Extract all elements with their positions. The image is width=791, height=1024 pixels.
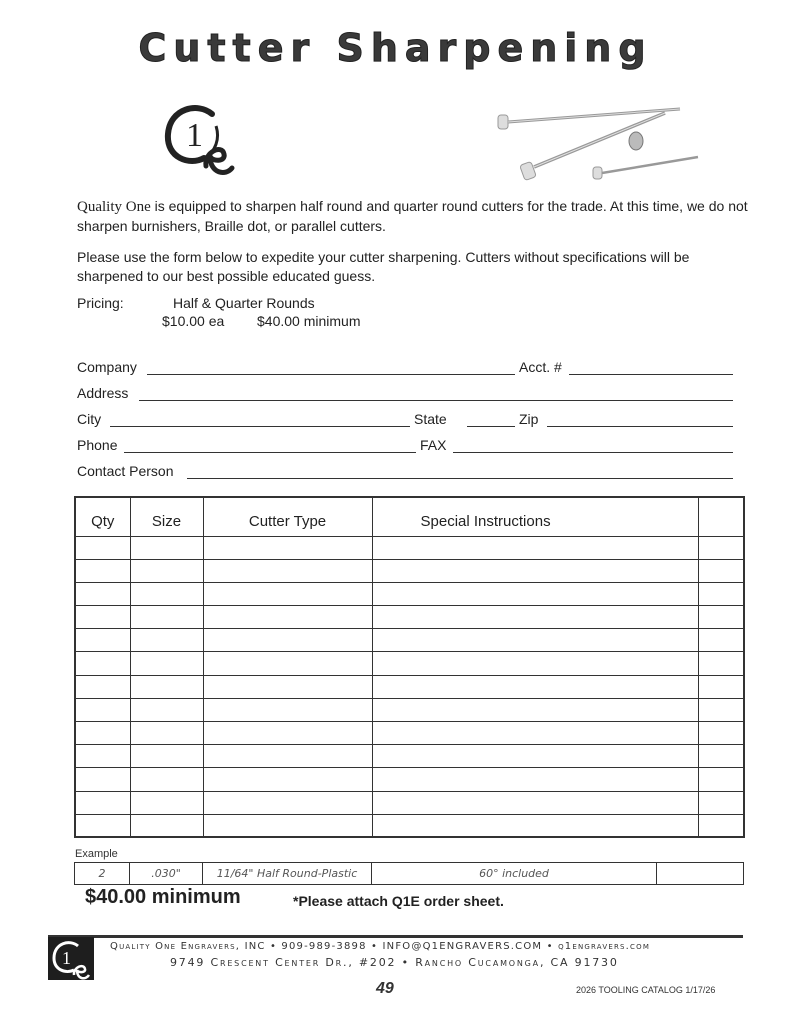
cell-cutter-type[interactable]	[203, 536, 372, 559]
cell-qty[interactable]	[75, 698, 130, 721]
cell-size[interactable]	[130, 629, 203, 652]
footer-q1e-logo-icon	[48, 937, 94, 980]
col-size: Size	[130, 497, 203, 536]
brand-name: Quality One	[77, 199, 151, 215]
contact-label: Contact Person	[77, 463, 174, 479]
page-title: Cutter Sharpening	[138, 26, 653, 70]
table-header-row	[75, 497, 744, 536]
svg-text:1: 1	[62, 948, 71, 968]
table-row	[75, 791, 744, 814]
cell-extra[interactable]	[698, 698, 744, 721]
cell-extra[interactable]	[698, 768, 744, 791]
cell-cutter-type[interactable]	[203, 675, 372, 698]
cell-extra[interactable]	[698, 722, 744, 745]
zip-label: Zip	[519, 411, 539, 427]
phone-row	[77, 437, 737, 457]
address-field[interactable]	[139, 400, 733, 401]
cell-qty[interactable]	[75, 722, 130, 745]
cell-cutter-type[interactable]	[203, 768, 372, 791]
cell-qty[interactable]	[75, 791, 130, 814]
col-extra	[698, 497, 744, 536]
cell-cutter-type[interactable]	[203, 814, 372, 837]
table-row	[75, 745, 744, 768]
cell-special-instructions[interactable]	[372, 745, 698, 768]
cell-qty[interactable]	[75, 675, 130, 698]
company-row	[77, 359, 737, 379]
attach-note: *Please attach Q1E order sheet.	[293, 893, 504, 909]
cell-special-instructions[interactable]	[372, 652, 698, 675]
zip-field[interactable]	[547, 426, 733, 427]
cell-extra[interactable]	[698, 675, 744, 698]
cell-special-instructions[interactable]	[372, 814, 698, 837]
cell-special-instructions[interactable]	[372, 536, 698, 559]
phone-label: Phone	[77, 437, 118, 453]
cell-cutter-type[interactable]	[203, 559, 372, 582]
cell-special-instructions[interactable]	[372, 768, 698, 791]
phone-field[interactable]	[124, 452, 416, 453]
cell-special-instructions[interactable]	[372, 559, 698, 582]
cell-special-instructions[interactable]	[372, 722, 698, 745]
cell-size[interactable]	[130, 675, 203, 698]
q1e-logo-icon	[160, 100, 240, 180]
table-row	[75, 675, 744, 698]
table-row	[75, 814, 744, 837]
intro-paragraph	[77, 197, 749, 236]
fax-field[interactable]	[453, 452, 733, 453]
cutters-photo	[490, 95, 700, 185]
contact-field[interactable]	[187, 478, 733, 479]
cell-special-instructions[interactable]	[372, 629, 698, 652]
cell-qty[interactable]	[75, 536, 130, 559]
cell-cutter-type[interactable]	[203, 745, 372, 768]
cell-qty[interactable]	[75, 745, 130, 768]
example-size: .030"	[130, 863, 203, 885]
cell-size[interactable]	[130, 768, 203, 791]
address-row	[77, 385, 737, 405]
address-label: Address	[77, 385, 129, 401]
cell-special-instructions[interactable]	[372, 675, 698, 698]
cell-extra[interactable]	[698, 606, 744, 629]
cell-cutter-type[interactable]	[203, 652, 372, 675]
example-extra	[657, 863, 744, 885]
cell-extra[interactable]	[698, 652, 744, 675]
cell-qty[interactable]	[75, 559, 130, 582]
example-instructions: 60° included	[372, 863, 657, 885]
pricing-minimum: $40.00 minimum	[257, 313, 361, 329]
contact-row	[77, 463, 737, 483]
pricing-each: $10.00 ea	[162, 313, 225, 329]
acct-field[interactable]	[569, 374, 733, 375]
col-qty: Qty	[75, 497, 130, 536]
cell-size[interactable]	[130, 606, 203, 629]
footer-contact: Quality One Engravers, INC • 909-989-3898 • INFO@Q1ENGRAVERS.COM • q1engravers.com	[110, 941, 651, 952]
minimum-note: $40.00 minimum	[85, 886, 241, 908]
col-cutter-type: Cutter Type	[203, 497, 372, 536]
cell-cutter-type[interactable]	[203, 582, 372, 605]
state-label: State	[414, 411, 447, 427]
cell-qty[interactable]	[75, 582, 130, 605]
cell-extra[interactable]	[698, 745, 744, 768]
example-label: Example	[75, 848, 118, 860]
pricing-item: Half & Quarter Rounds	[173, 295, 315, 311]
cell-cutter-type[interactable]	[203, 629, 372, 652]
cell-size[interactable]	[130, 536, 203, 559]
city-row	[77, 411, 737, 431]
example-cutter-type: 11/64" Half Round-Plastic	[203, 863, 372, 885]
cell-size[interactable]	[130, 814, 203, 837]
cell-extra[interactable]	[698, 629, 744, 652]
cell-qty[interactable]	[75, 629, 130, 652]
table-row	[75, 768, 744, 791]
table-row	[75, 606, 744, 629]
cell-special-instructions[interactable]	[372, 698, 698, 721]
cell-special-instructions[interactable]	[372, 582, 698, 605]
footer-divider	[48, 935, 743, 938]
cell-qty[interactable]	[75, 768, 130, 791]
cell-extra[interactable]	[698, 536, 744, 559]
example-qty: 2	[75, 863, 130, 885]
city-label: City	[77, 411, 102, 427]
intro-text: is equipped to sharpen half round and quarter round cutters for the trade. At this time, we do not sharpen burnishers, Braille dot, or parallel cutters.	[77, 198, 748, 234]
page-number: 49	[376, 980, 394, 997]
cell-cutter-type[interactable]	[203, 722, 372, 745]
table-row	[75, 652, 744, 675]
example-table	[74, 862, 744, 885]
cell-extra[interactable]	[698, 559, 744, 582]
city-field[interactable]	[110, 426, 410, 427]
cell-qty[interactable]	[75, 652, 130, 675]
cell-size[interactable]	[130, 559, 203, 582]
svg-text:1: 1	[186, 117, 203, 154]
cell-size[interactable]	[130, 791, 203, 814]
cell-special-instructions[interactable]	[372, 791, 698, 814]
company-field[interactable]	[147, 374, 515, 375]
table-row	[75, 629, 744, 652]
cell-extra[interactable]	[698, 791, 744, 814]
instructions-paragraph: Please use the form below to expedite your cutter sharpening. Cutters without specifications will be sharpened to our best possible educated guess.	[77, 249, 690, 284]
cell-size[interactable]	[130, 652, 203, 675]
cell-cutter-type[interactable]	[203, 606, 372, 629]
cell-extra[interactable]	[698, 814, 744, 837]
cell-cutter-type[interactable]	[203, 698, 372, 721]
table-row	[75, 582, 744, 605]
table-row	[75, 722, 744, 745]
state-field[interactable]	[467, 426, 515, 427]
col-special-instructions: Special Instructions	[372, 497, 698, 536]
order-table	[74, 496, 745, 838]
cell-size[interactable]	[130, 698, 203, 721]
table-row	[75, 698, 744, 721]
catalog-label: 2026 TOOLING CATALOG 1/17/26	[576, 985, 716, 995]
footer-address: 9749 Crescent Center Dr., #202 • Rancho Cucamonga, CA 91730	[170, 956, 619, 969]
fax-label: FAX	[420, 437, 447, 453]
table-row	[75, 559, 744, 582]
cell-qty[interactable]	[75, 814, 130, 837]
table-row	[75, 536, 744, 559]
cell-size[interactable]	[130, 745, 203, 768]
cell-extra[interactable]	[698, 582, 744, 605]
cell-cutter-type[interactable]	[203, 791, 372, 814]
cell-size[interactable]	[130, 582, 203, 605]
company-label: Company	[77, 359, 137, 375]
acct-label: Acct. #	[519, 359, 562, 375]
cell-qty[interactable]	[75, 606, 130, 629]
example-row	[75, 863, 744, 885]
cell-size[interactable]	[130, 722, 203, 745]
cell-special-instructions[interactable]	[372, 606, 698, 629]
pricing-label: Pricing:	[77, 295, 124, 311]
